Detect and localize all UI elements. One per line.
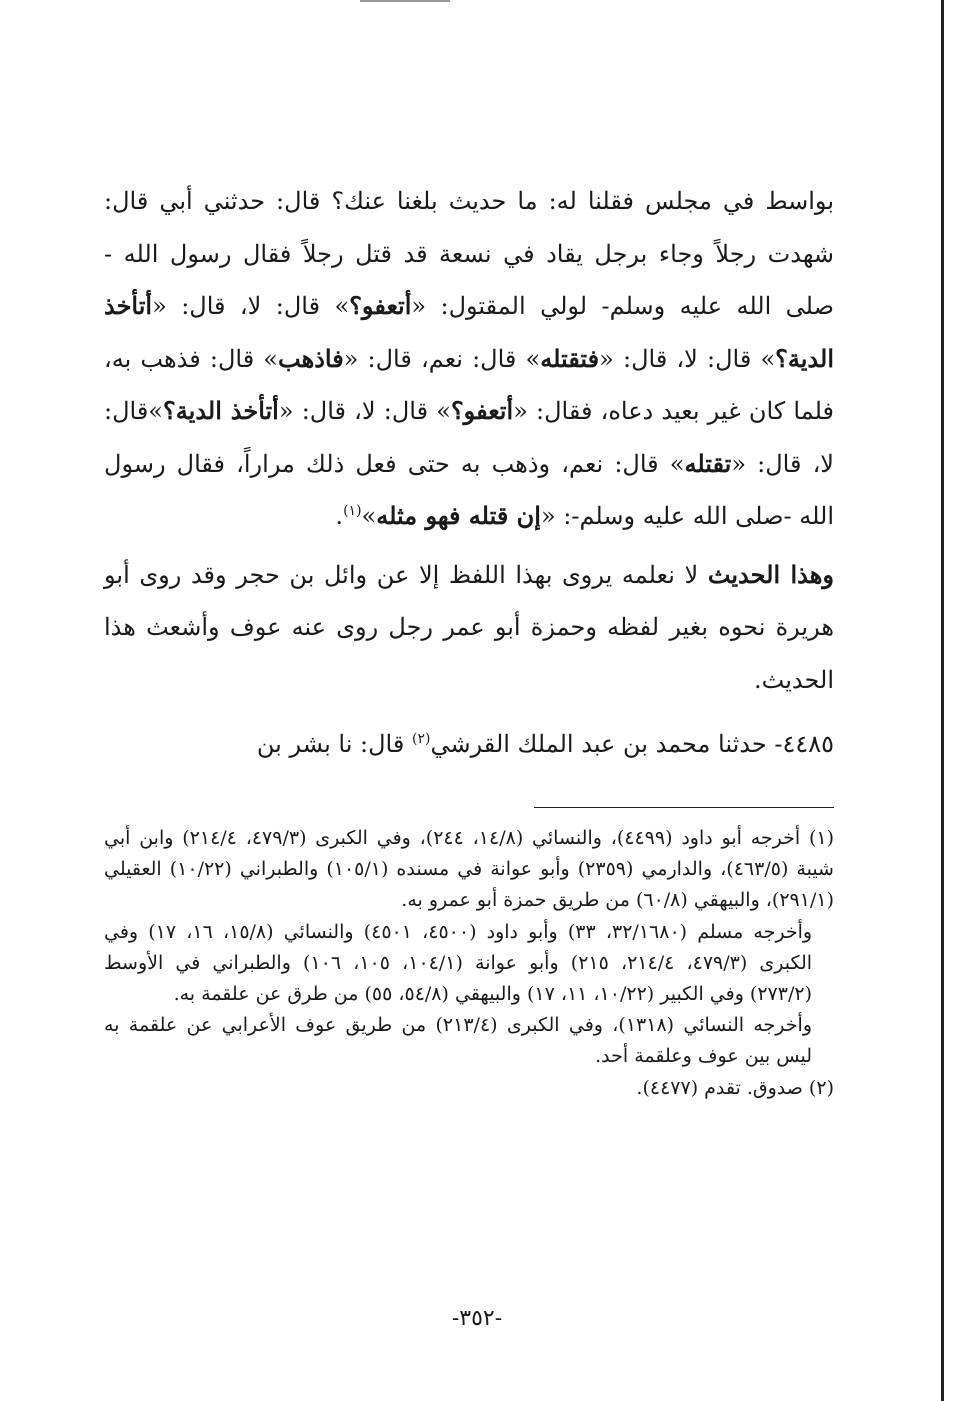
main-text xyxy=(104,175,834,771)
prophet-quote: إن قتله فهو مثله xyxy=(376,501,541,530)
prophet-quote: أتأخذ الدية؟ xyxy=(163,396,279,425)
prophet-quote: فاذهب xyxy=(278,343,344,373)
scan-edge-top xyxy=(360,0,450,2)
page-body xyxy=(104,175,835,1099)
hadith-text: . xyxy=(335,502,344,530)
hadith-text: » قال: نعم، وذهب به حتى فعل ذلك مراراً، فقال رسول الله -صلى الله عليه وسلم-: « xyxy=(104,449,834,530)
commentary-text: لا نعلمه يروى بهذا اللفظ إلا عن وائل بن حجر وقد روى أبو هريرة نحوه بغير لفظه وحمزة أبو عمر رجل روى عنه عوف وأشعث هذا الحديث. xyxy=(104,560,834,694)
hadith-text: »قال: لا، قال: « xyxy=(104,397,834,478)
hadith-text: بواسط في مجلس فقلنا له: ما حديث بلغنا عنك؟ قال: حدثني أبي قال: شهدت رجلاً وجاء برجل يقاد في نسعة قد قتل رجلاً فقال رسول الله - صلى الله عليه وسلم- لولي المقتول: « xyxy=(104,187,834,320)
hadith-text: » xyxy=(361,502,377,530)
prophet-quote: أتأخذ الدية؟ xyxy=(104,291,835,373)
footnote-ref-2: (٢) xyxy=(411,731,431,747)
hadith-text: » قال: لا، قال: « xyxy=(278,397,451,425)
hadith-text: » قال: فذهب به، فلما كان غير بعيد دعاه، فقال: « xyxy=(104,344,835,425)
footnote-1-part-1: (١) أخرجه أبو داود (٤٤٩٩)، والنسائي (١٤/٨، ٢٤٤)، وفي الكبرى (٤٧٩/٣، ٢١٤/٤) وابن أبي شيبة (٤٦٣/٥)، والدارمي (٢٣٥٩) وأبو عوانة في مسنده (١٠٥/١) والطبراني (١٠/٢٢) العقيلي (٢٩١/١)، والبيهقي (٦٠/٨) من طريق حمزة أبو عمرو به. xyxy=(104,827,835,912)
commentary-paragraph xyxy=(104,549,834,707)
commentary-lead: وهذا الحديث xyxy=(707,559,834,589)
prophet-quote: أتعفو؟ xyxy=(349,291,412,320)
page-number: -٣٥٢- xyxy=(451,1306,503,1331)
hadith-paragraph xyxy=(104,175,834,543)
hadith-text: » قال: لا، قال: « xyxy=(599,344,776,373)
footnote-2: (٢) صدوق. تقدم (٤٤٧٧). xyxy=(636,1076,834,1099)
hadith-text: » قال: لا، قال: « xyxy=(152,292,350,320)
next-hadith-paragraph xyxy=(104,718,834,771)
hadith-text: » قال: نعم، قال: « xyxy=(343,344,541,373)
footnote-ref-1: (١) xyxy=(343,503,362,519)
footnote-1-part-3: وأخرجه النسائي (١٣١٨)، وفي الكبرى (٢١٣/٤) من طريق عوف الأعرابي عن علقمة به ليس بين عوف وعلقمة أحد. xyxy=(104,1014,812,1068)
next-hadith-text: ٤٤٨٥- حدثنا محمد بن عبد الملك القرشي xyxy=(430,730,834,758)
prophet-quote: تقتله xyxy=(684,448,732,478)
next-hadith-text: قال: نا بشر بن xyxy=(256,730,412,758)
prophet-quote: فتقتله xyxy=(540,343,600,373)
footnote-1-part-2: وأخرجه مسلم (٣٢/١٦٨٠، ٣٣) وأبو داود (٤٥٠٠، ٤٥٠١) والنسائي (١٥/٨، ١٦، ١٧) وفي الكبرى (٤٧٩/٣، ٢١٤/٤، ٢١٥) وأبو عوانة (١٠٤/١، ١٠٥، ١٠٦) والطبراني في الأوسط (٢٧٣/٢) وفي الكبير (١٠/٢٢، ١١، ١٧) والبيهقي (٥٤/٨، ٥٥) من طرق عن علقمة به. xyxy=(104,920,813,1006)
footnote-separator xyxy=(534,807,834,808)
prophet-quote: أتعفو؟ xyxy=(450,396,514,425)
scan-edge-right xyxy=(941,0,944,1401)
footnotes xyxy=(104,823,834,1104)
